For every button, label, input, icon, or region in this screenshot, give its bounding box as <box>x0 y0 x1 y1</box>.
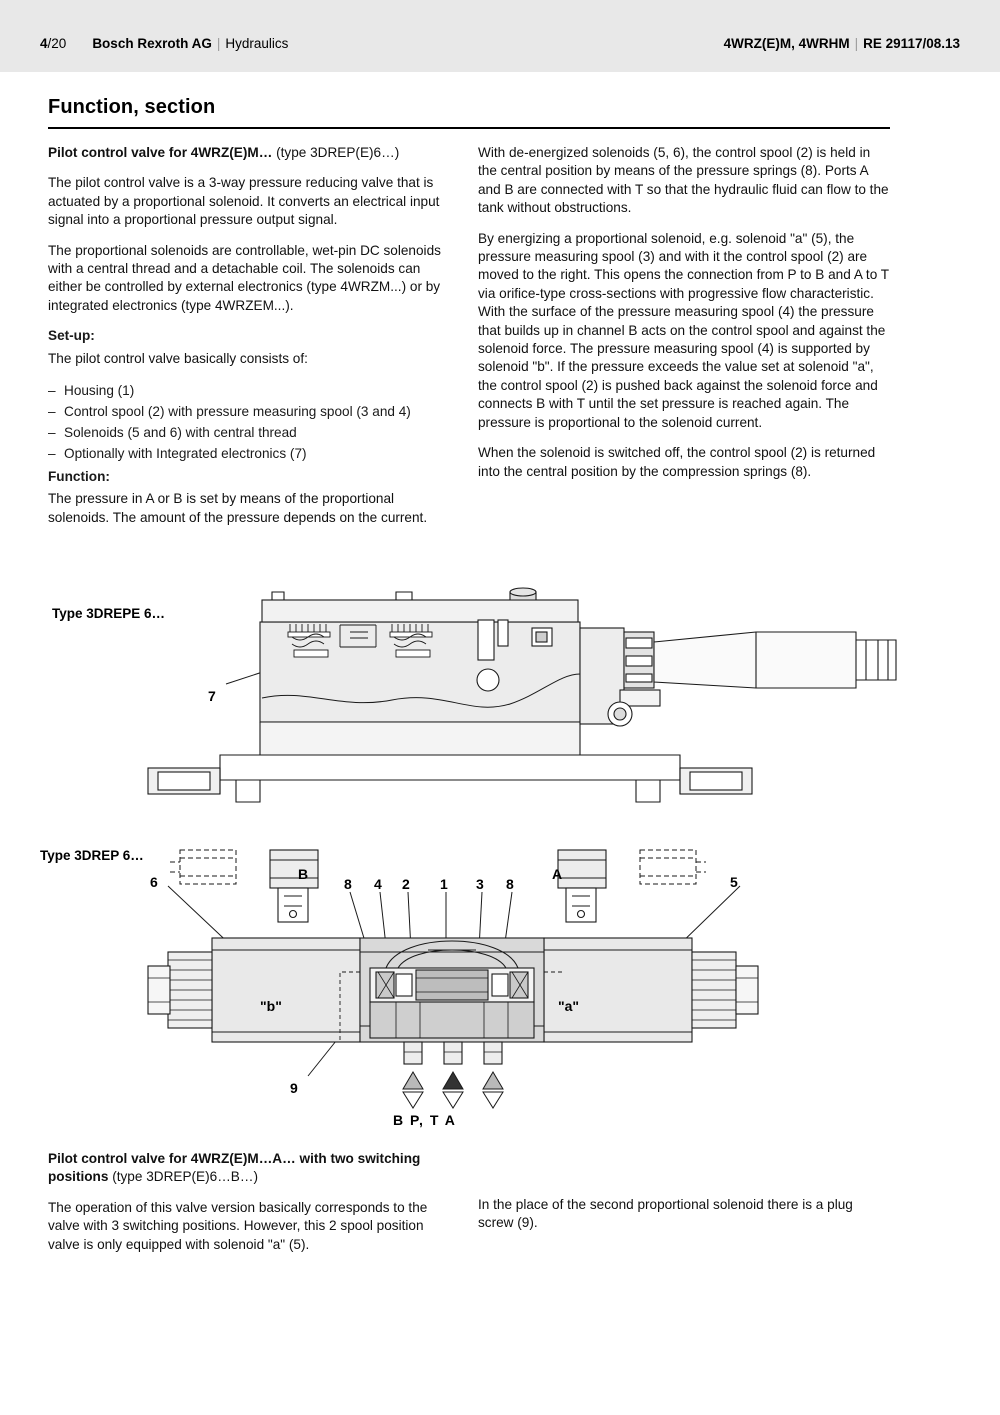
bottom-heading-line2: positions <box>48 1169 109 1185</box>
figure2-callout-6: 6 <box>150 874 158 890</box>
port-labels: B P, T A <box>393 1112 457 1128</box>
setup-intro: The pilot control valve basically consists of: <box>48 350 308 366</box>
figure2-number-2: 2 <box>402 876 410 892</box>
document-reference: RE 29117/08.13 <box>863 36 960 51</box>
bottom-right-column <box>478 1196 890 1245</box>
solenoid-label-a: "a" <box>558 998 580 1014</box>
figure1-drawing <box>40 570 960 835</box>
figure2-port-label-b: B <box>298 866 309 882</box>
header-right <box>724 36 960 51</box>
right-text-column <box>478 144 890 493</box>
figure2-callout-9: 9 <box>290 1080 298 1096</box>
figure2-label: Type 3DREP 6… <box>40 848 144 863</box>
header-divider: | <box>216 36 221 51</box>
left-text-column <box>48 144 456 539</box>
bottom-left-column <box>48 1150 456 1266</box>
figure2-number-8-right: 8 <box>506 876 514 892</box>
page-header <box>40 36 960 56</box>
bottom-right-paragraph: In the place of the second proportional solenoid there is a plug screw (9). <box>478 1197 853 1231</box>
figure2-number-3: 3 <box>476 876 484 892</box>
left-heading-rest: (type 3DREP(E)6…) <box>272 145 400 160</box>
setup-heading: Set-up: <box>48 328 95 344</box>
page-number: 4 <box>40 36 48 51</box>
page-total: 20 <box>51 36 67 51</box>
list-item: – Housing (1) <box>48 380 456 401</box>
setup-list <box>48 380 456 464</box>
document-type: 4WRZ(E)M, 4WRHM <box>723 36 850 51</box>
figure2-number-8-left: 8 <box>344 876 352 892</box>
function-heading: Function: <box>48 469 110 485</box>
page-title: Function, section <box>48 96 216 118</box>
bottom-heading <box>48 1150 456 1187</box>
list-item: – Control spool (2) with pressure measuring spool (3 and 4) <box>48 401 456 422</box>
bottom-heading-rest: (type 3DREP(E)6…B…) <box>108 1169 258 1185</box>
solenoid-label-b: "b" <box>260 998 282 1014</box>
right-paragraph-1: With de-energized solenoids (5, 6), the control spool (2) is held in the central position by means of the pressure springs (8). Ports A and B are connected with T so that the hydraulic fluid can flow to the tank without obstructions. <box>478 145 889 216</box>
figure2-port-label-a: A <box>552 866 563 882</box>
figure-3drepe6 <box>40 570 960 835</box>
list-item: – Solenoids (5 and 6) with central thread <box>48 422 456 443</box>
division-name: Hydraulics <box>225 36 289 51</box>
left-paragraph-1: The pilot control valve is a 3-way pressure reducing valve that is actuated by a proportional solenoid. It converts an electrical input signal into a proportional pressure output signal. <box>48 175 440 228</box>
left-heading-bold: Pilot control valve for 4WRZ(E)M… <box>48 145 273 160</box>
figure2-number-1: 1 <box>440 876 448 892</box>
list-item: – Optionally with Integrated electronics (7) <box>48 443 456 464</box>
left-heading <box>48 144 456 162</box>
page-number-separator: / <box>47 36 52 51</box>
figure1-callout-7: 7 <box>208 688 216 704</box>
right-paragraph-2: By energizing a proportional solenoid, e.g. solenoid "a" (5), the pressure measuring spool (3) and with it the control spool (2) are moved to the right. This opens the connection from P to B and A to T via orifice-type cross-sections with progressive flow characteristic. With the surface of the pressure measuring spool (4) the pressure that builds up in channel B acts on the control spool and against the solenoid force. The pressure measuring spool (4) is supported by solenoid "b". If the pressure exceeds the value set at solenoid "a", the control spool (2) is pushed back against the solenoid force and connects B with T until the set pressure is reached again. The pressure is proportional to the solenoid current. <box>478 230 889 430</box>
left-paragraph-3: The pressure in A or B is set by means of the proportional solenoids. The amount of the pressure depends on the current. <box>48 491 428 525</box>
figure2-number-4: 4 <box>374 876 382 892</box>
title-divider <box>48 127 890 129</box>
brand-name: Bosch Rexroth AG <box>92 36 212 51</box>
figure-3drep6 <box>40 840 960 1150</box>
bottom-left-paragraph: The operation of this valve version basically corresponds to the valve with 3 switching positions. However, this 2 spool position valve is only equipped with solenoid "a" (5). <box>48 1199 428 1252</box>
figure1-label: Type 3DREPE 6… <box>52 606 166 621</box>
header-left <box>40 36 288 51</box>
figure2-drawing <box>40 840 960 1150</box>
header-doc-divider: | <box>854 36 859 51</box>
right-paragraph-3: When the solenoid is switched off, the control spool (2) is returned into the central position by the compression springs (8). <box>478 445 876 479</box>
figure2-callout-5: 5 <box>730 874 738 890</box>
left-paragraph-2: The proportional solenoids are controllable, wet-pin DC solenoids with a central thread and a detachable coil. The solenoids can either be controlled by external electronics (type 4WRZM...) or by integrated electronics (type 4WRZEM...). <box>48 242 441 313</box>
bottom-heading-line1: Pilot control valve for 4WRZ(E)M…A… with two switching <box>48 1151 421 1166</box>
